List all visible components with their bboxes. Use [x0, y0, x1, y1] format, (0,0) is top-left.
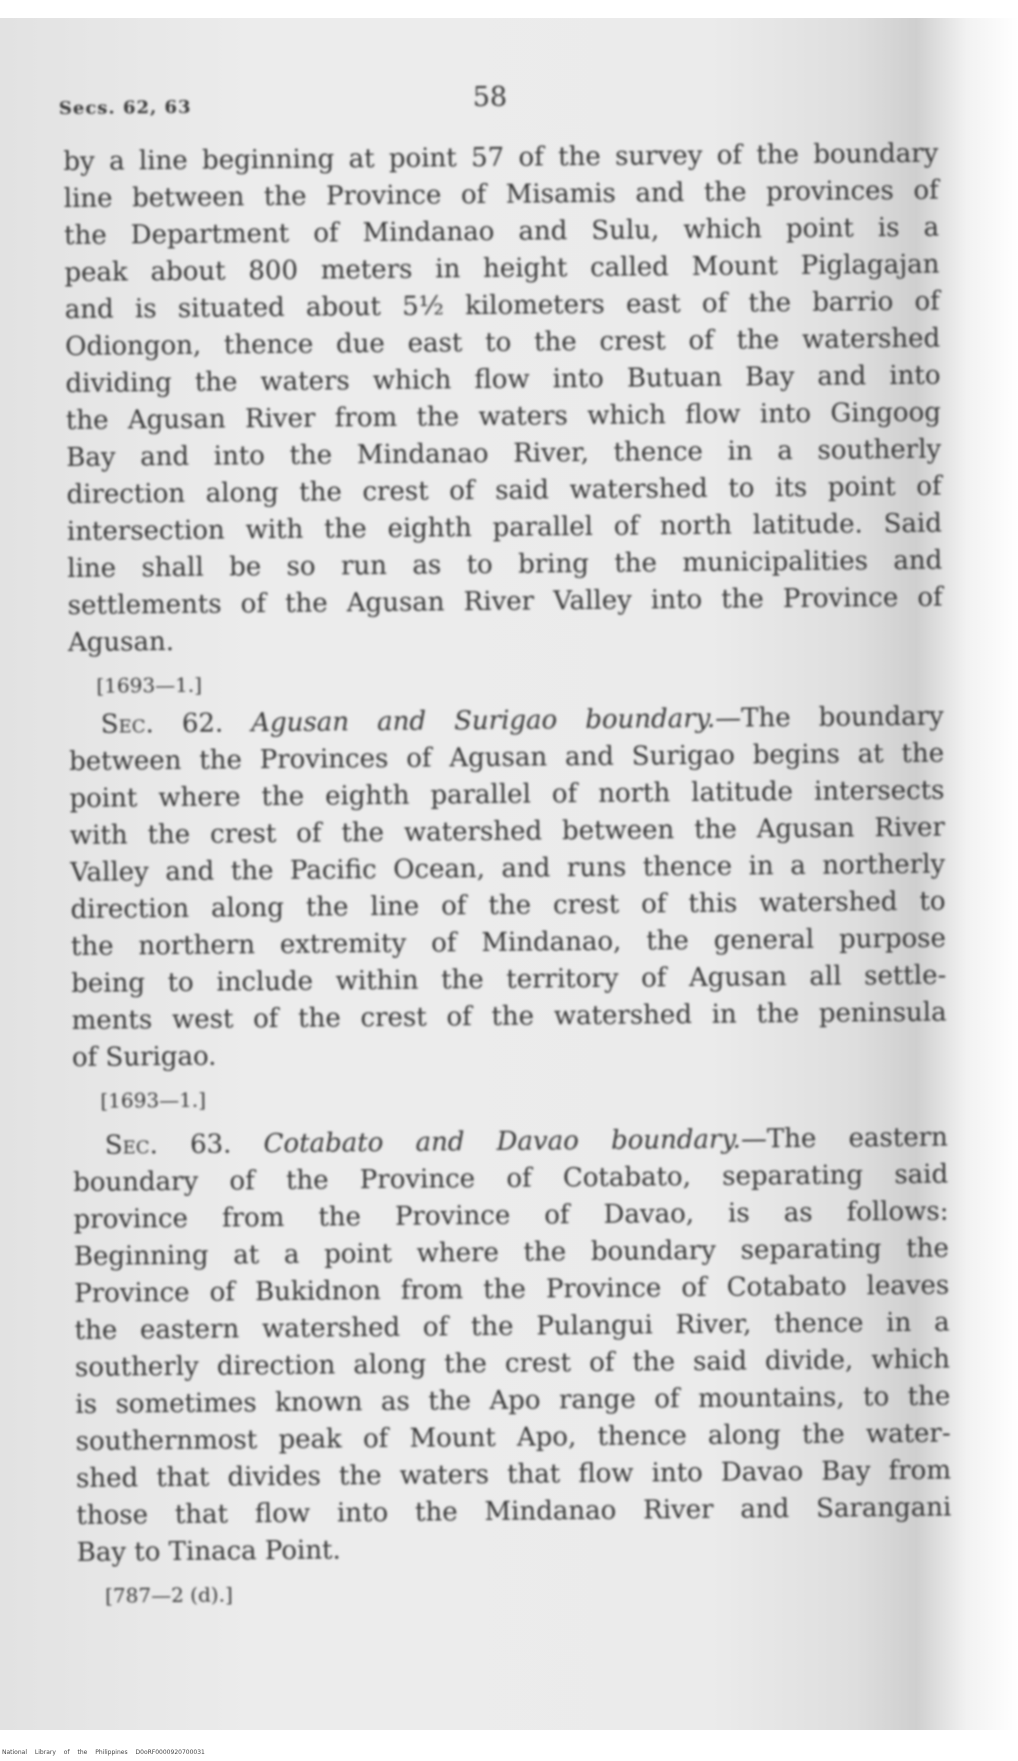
text-line: Bay and into the Mindanao River, thence in a southerly: [66, 434, 942, 473]
text-line: shed that divides the waters that flow into Davao Bay from: [75, 1455, 952, 1494]
footer-identifier: D0oRF0000920700031: [135, 1749, 205, 1756]
text-line: is sometimes known as the Apo range of mountains, to the: [75, 1381, 951, 1420]
text-line: southerly direction along the crest of the said divide, which: [74, 1344, 951, 1383]
citation: [1693—1.]: [96, 672, 203, 698]
text-line: of Surigao.: [71, 1041, 217, 1073]
scan-footer: [2, 1749, 205, 1756]
text-line: direction along the crest of said watershed to its point of: [66, 471, 942, 510]
text-line: line shall be so run as to bring the municipalities and: [67, 545, 943, 584]
text-line: direction along the line of the crest of this watershed to: [70, 886, 946, 925]
text-line: Valley and the Pacific Ocean, and runs thence in a northerly: [70, 849, 946, 888]
citation: [1693—1.]: [100, 1087, 207, 1113]
text-line: line between the Province of Misamis and the provinces of: [63, 175, 939, 214]
text-line: intersection with the eighth parallel of north latitude. Said: [66, 508, 943, 547]
text-line: those that flow into the Mindanao River and Sarangani: [76, 1492, 952, 1531]
text-line: peak about 800 meters in height called Mount Piglagajan: [64, 249, 940, 288]
text-line: province from the Province of Davao, is as follows:: [73, 1196, 949, 1235]
text-line: between the Provinces of Agusan and Surigao begins at the: [68, 738, 945, 777]
section-62-label: Sec. 62.: [100, 708, 224, 740]
text-line: the eastern watershed of the Pulangui River, thence in a: [74, 1307, 950, 1346]
footer-library: National Library of the Philippines: [2, 1749, 128, 1756]
text-line: with the crest of the watershed between the Agusan River: [69, 812, 945, 851]
text-line: the Department of Mindanao and Sulu, which point is a: [63, 212, 940, 251]
text-line: dividing the waters which flow into Butuan Bay and into: [65, 360, 941, 399]
text-line: boundary of the Province of Cotabato, separating said: [73, 1159, 949, 1198]
continuation-paragraph: [63, 136, 943, 662]
section-62-title: Agusan and Surigao boundary.: [251, 703, 716, 739]
text-line: settlements of the Agusan River Valley into the Province of: [67, 582, 943, 621]
citation: [787—2 (d).]: [105, 1582, 233, 1608]
text-line: by a line beginning at point 57 of the survey of the boundary: [63, 138, 939, 177]
section-62: [69, 699, 948, 1077]
running-head: Secs. 62, 63: [58, 96, 192, 120]
section-62-text-start: —The boundary: [714, 701, 944, 734]
document-page: [58, 9, 968, 1717]
section-63: [73, 1120, 952, 1572]
text-line: the northern extremity of Mindanao, the general purpose: [70, 923, 947, 962]
page-number: 58: [472, 81, 508, 114]
text-line: being to include within the territory of Agusan all settle-: [71, 960, 947, 999]
text-line: the Agusan River from the waters which flow into Gingoog: [65, 397, 941, 436]
section-63-label: Sec. 63.: [104, 1129, 232, 1161]
text-line: southernmost peak of Mount Apo, thence along the water-: [75, 1418, 951, 1457]
section-63-text-start: —The eastern: [740, 1122, 948, 1155]
text-line: Beginning at a point where the boundary separating the: [73, 1233, 949, 1272]
text-line: and is situated about 5½ kilometers east of the barrio of: [64, 286, 940, 325]
section-63-title: Cotabato and Davao boundary.: [263, 1124, 742, 1160]
text-line: point where the eighth parallel of north latitude intersects: [69, 775, 945, 814]
text-line: Agusan.: [67, 626, 175, 658]
text-line: ments west of the crest of the watershed in the peninsula: [71, 997, 947, 1036]
scanned-page: [0, 18, 1018, 1730]
text-line: Province of Bukidnon from the Province of Cotabato leaves: [74, 1270, 950, 1309]
text-line: Bay to Tinaca Point.: [76, 1535, 341, 1568]
text-line: Odiongon, thence due east to the crest of the watershed: [65, 323, 941, 362]
body-text: [63, 136, 952, 1617]
